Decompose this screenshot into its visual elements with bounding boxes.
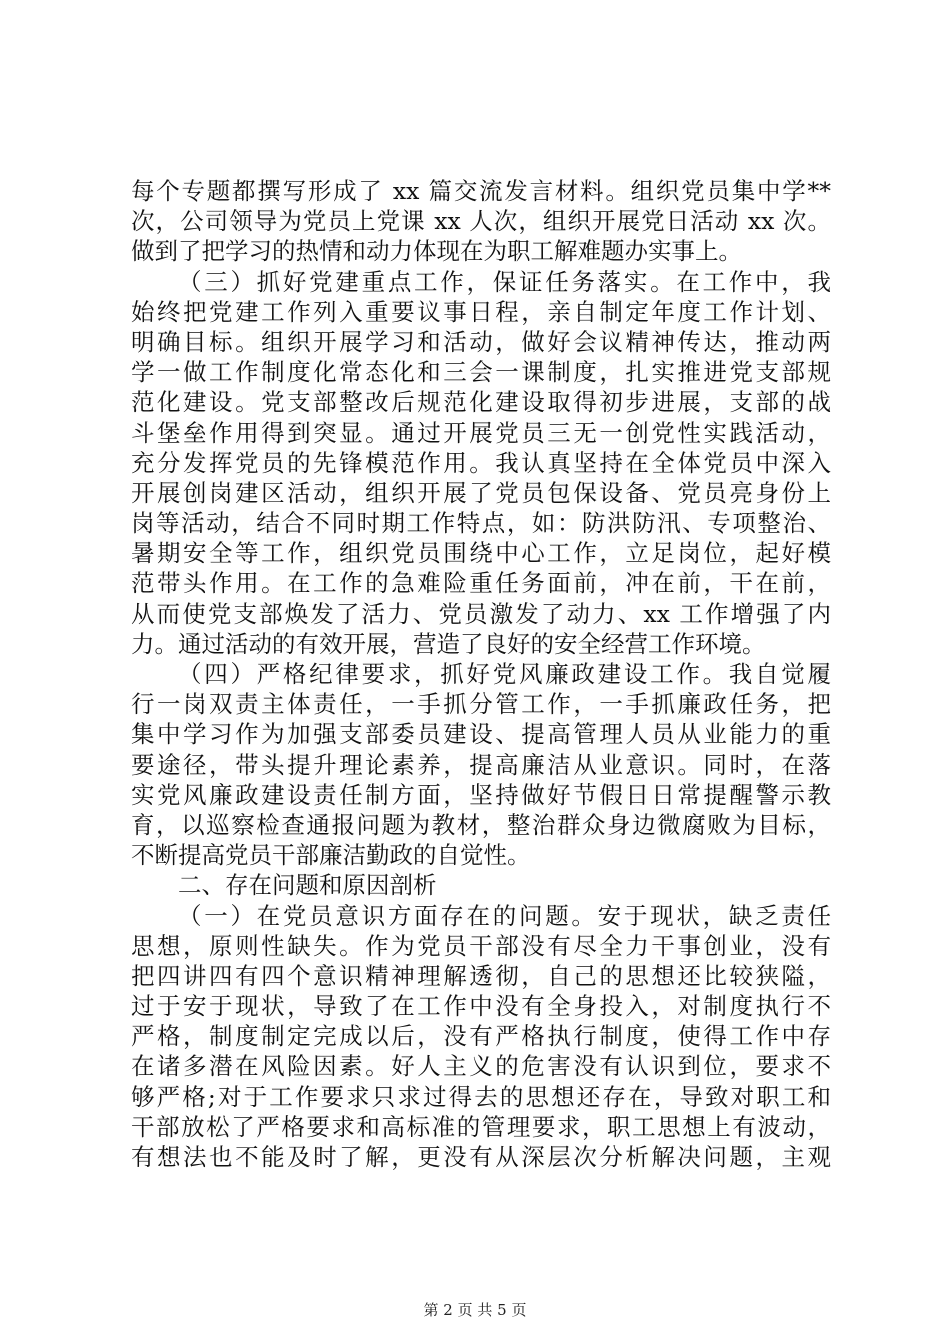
- text-line: （四）严格纪律要求，抓好党风廉政建设工作。我自觉履: [178, 660, 831, 688]
- text-line: 范带头作用。在工作的急难险重任务面前，冲在前，干在前，: [131, 569, 831, 598]
- text-line: 从而使党支部焕发了活力、党员激发了动力、xx 工作增强了内: [131, 599, 831, 628]
- section-heading: 二、存在问题和原因剖析: [178, 871, 437, 900]
- text-line: 范化建设。党支部整改后规范化建设取得初步进展，支部的战: [131, 388, 831, 417]
- text-line: 每个专题都撰写形成了 xx 篇交流发言材料。组织党员集中学**: [131, 177, 831, 205]
- text-line: 要途径，带头提升理论素养，提高廉洁从业意识。同时，在落: [131, 750, 831, 779]
- text-line: 有想法也不能及时了解，更没有从深层次分析解决问题，主观: [131, 1143, 831, 1171]
- text-line: 暑期安全等工作，组织党员围绕中心工作，立足岗位，起好模: [131, 539, 831, 568]
- text-line: 育，以巡察检查通报问题为教材，整治群众身边微腐败为目标，: [131, 810, 831, 839]
- text-line: 充分发挥党员的先锋模范作用。我认真坚持在全体党员中深入: [131, 448, 831, 477]
- text-line: 力。通过活动的有效开展，营造了良好的安全经营工作环境。: [131, 629, 766, 658]
- text-line: 严格，制度制定完成以后，没有严格执行制度，使得工作中存: [131, 1022, 831, 1051]
- text-line: 过于安于现状，导致了在工作中没有全身投入，对制度执行不: [131, 992, 831, 1021]
- text-line: 始终把党建工作列入重要议事日程，亲自制定年度工作计划、: [131, 297, 831, 326]
- text-line: 在诸多潜在风险因素。好人主义的危害没有认识到位，要求不: [131, 1052, 831, 1081]
- text-line: 学一做工作制度化常态化和三会一课制度，扎实推进党支部规: [131, 358, 831, 387]
- text-line: 实党风廉政建设责任制方面，坚持做好节假日日常提醒警示教: [131, 780, 831, 809]
- text-line: 岗等活动，结合不同时期工作特点，如：防洪防汛、专项整治、: [131, 509, 831, 538]
- document-body: [131, 176, 831, 1172]
- text-line: 开展创岗建区活动，组织开展了党员包保设备、党员亮身份上: [131, 478, 831, 507]
- text-line: 斗堡垒作用得到突显。通过开展党员三无一创党性实践活动，: [131, 418, 831, 447]
- text-line: 干部放松了严格要求和高标准的管理要求，职工思想上有波动，: [131, 1112, 831, 1141]
- text-line: 次，公司领导为党员上党课 xx 人次，组织开展党日活动 xx 次。: [131, 207, 831, 236]
- text-line: 把四讲四有四个意识精神理解透彻，自己的思想还比较狭隘，: [131, 961, 831, 990]
- text-line: 思想，原则性缺失。作为党员干部没有尽全力干事创业，没有: [131, 931, 831, 960]
- text-line: 行一岗双责主体责任，一手抓分管工作，一手抓廉政任务，把: [131, 690, 831, 719]
- text-line: 做到了把学习的热情和动力体现在为职工解难题办实事上。: [131, 237, 742, 266]
- text-line: 够严格;对于工作要求只求过得去的思想还存在，导致对职工和: [131, 1082, 831, 1111]
- text-line: （一）在党员意识方面存在的问题。安于现状，缺乏责任: [178, 901, 831, 930]
- text-line: 不断提高党员干部廉洁勤政的自觉性。: [131, 841, 531, 870]
- text-line: （三）抓好党建重点工作，保证任务落实。在工作中，我: [178, 267, 831, 296]
- text-line: 集中学习作为加强支部委员建设、提高管理人员从业能力的重: [131, 720, 831, 749]
- page-footer: 第 2 页 共 5 页: [423, 1301, 527, 1319]
- text-line: 明确目标。组织开展学习和活动，做好会议精神传达，推动两: [131, 327, 831, 356]
